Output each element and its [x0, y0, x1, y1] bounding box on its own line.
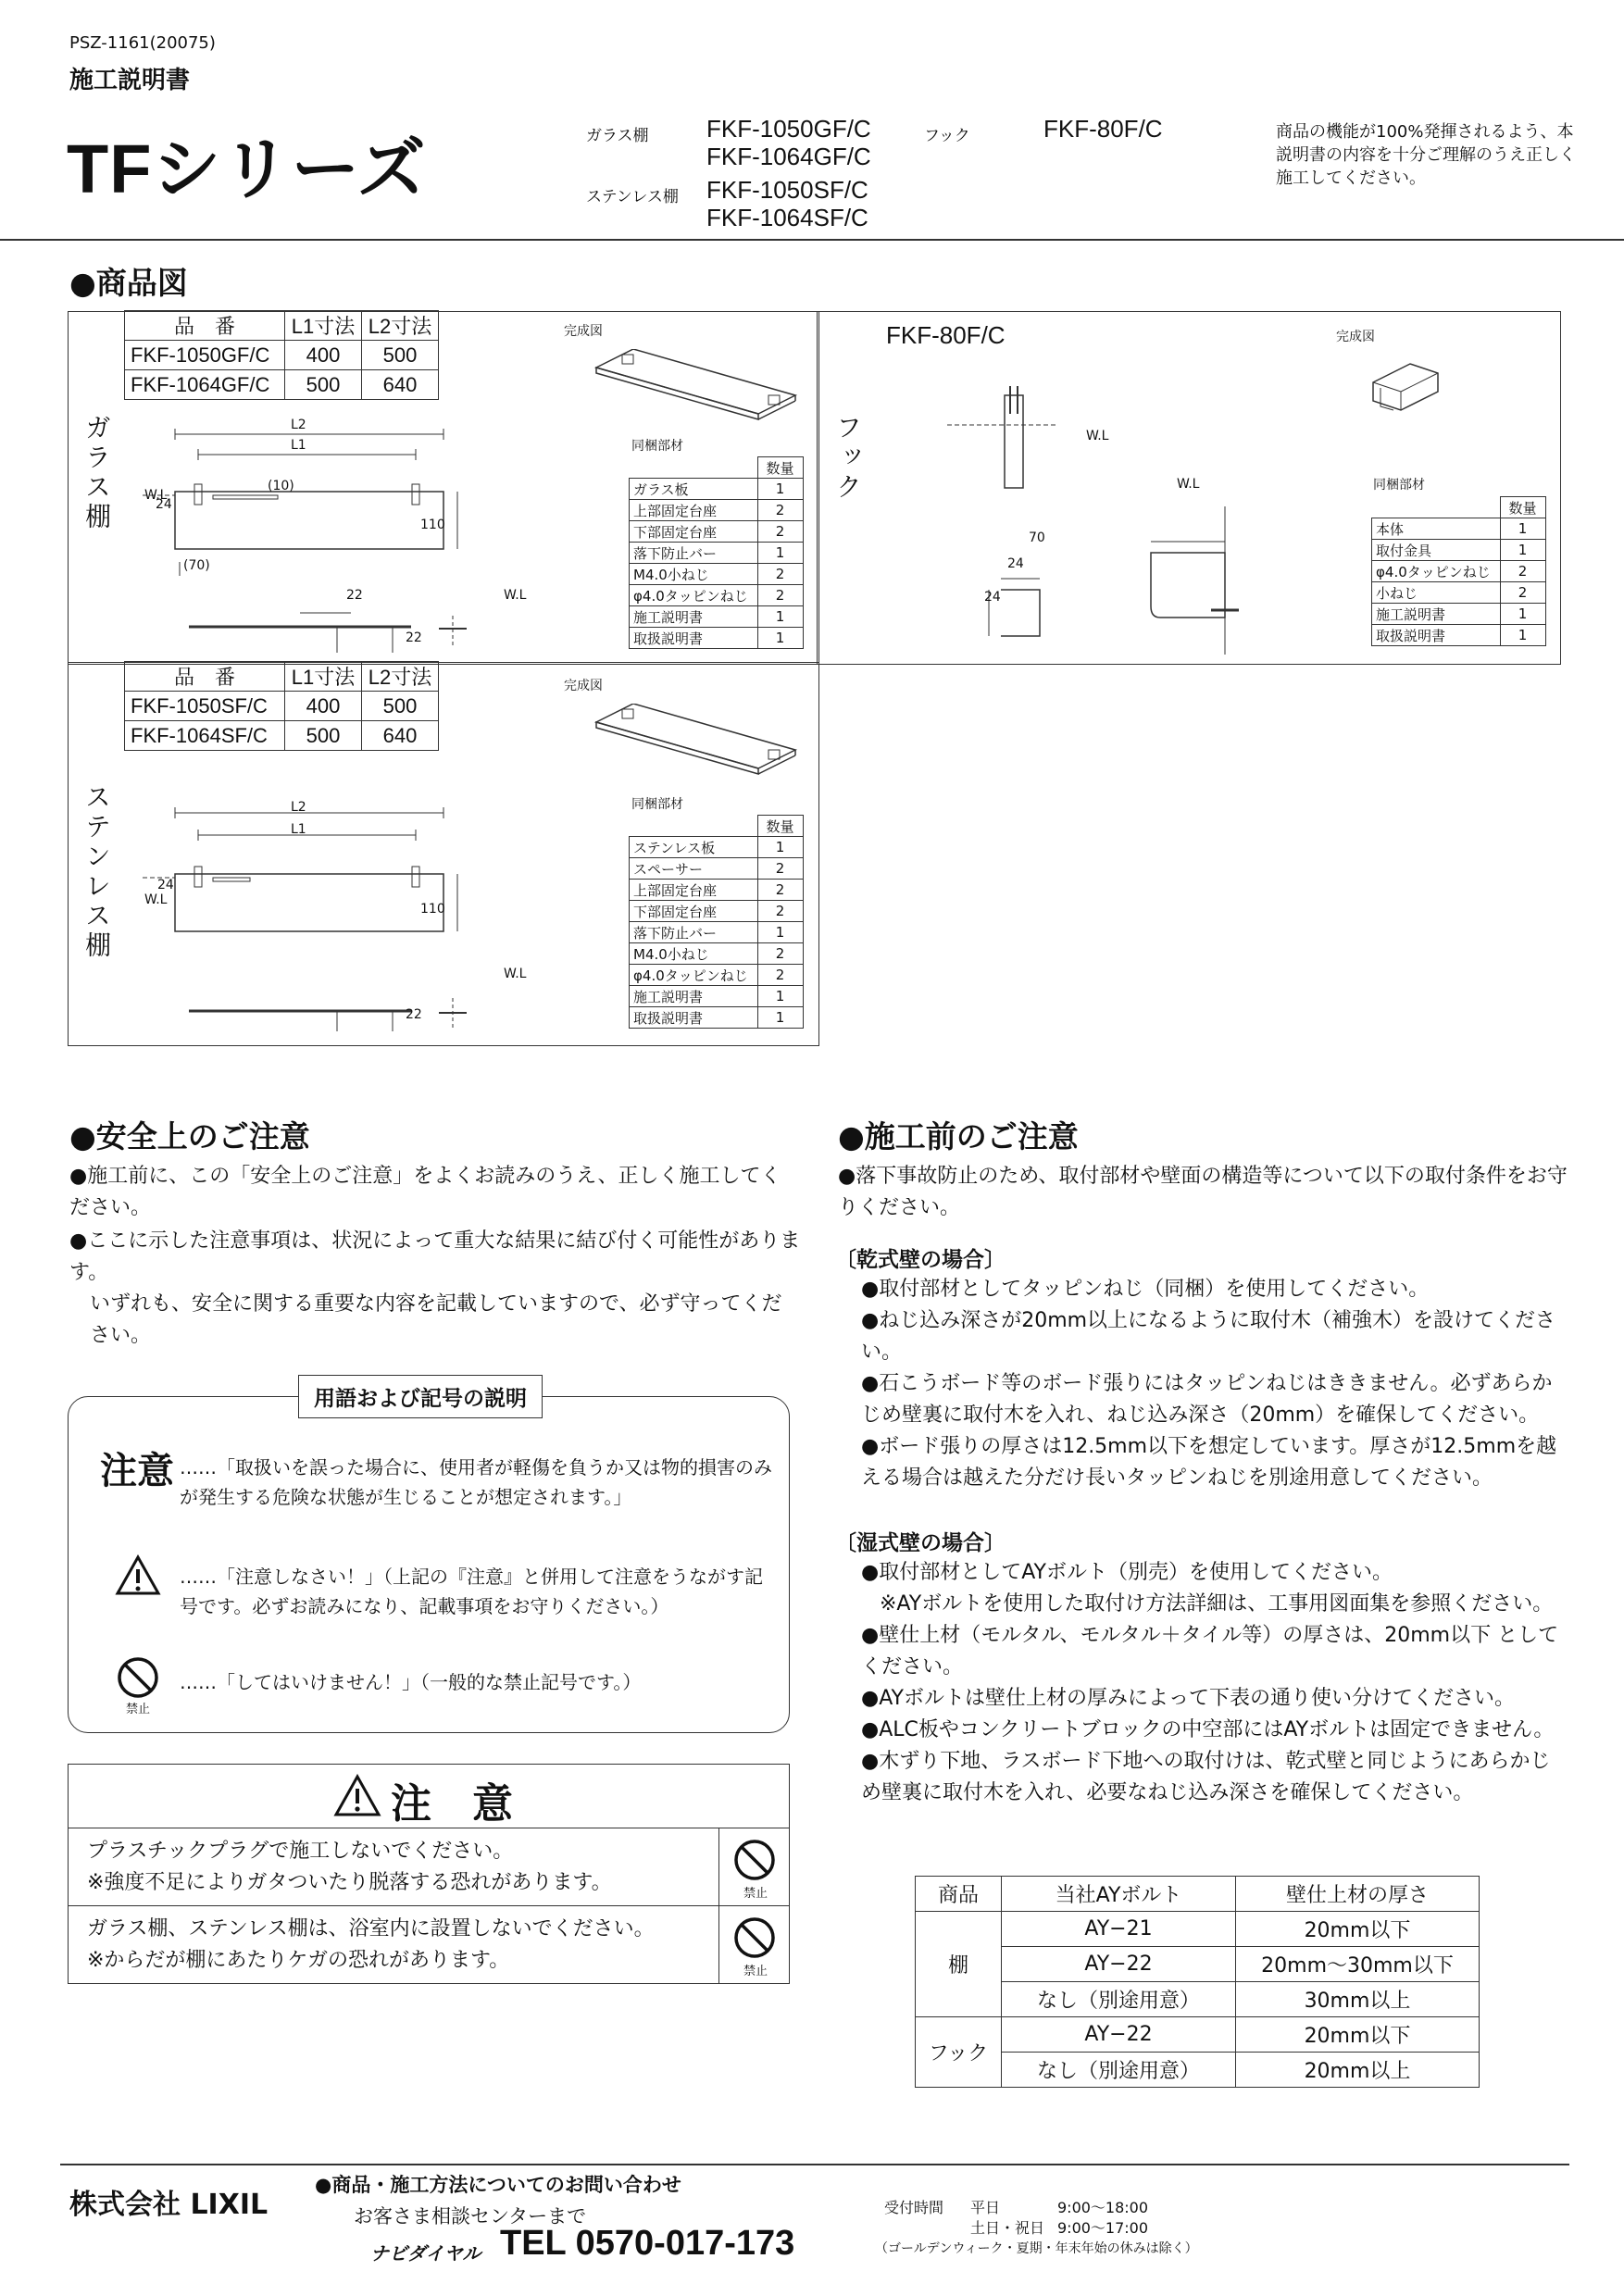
complete-label: 完成図 — [564, 679, 603, 693]
ay-cell: 30mm以上 — [1236, 1982, 1480, 2017]
weekend-label: 土日・祝日 — [970, 2219, 1045, 2237]
stainless-model-1: FKF-1050SF/C — [706, 176, 868, 204]
spec-header-l2: L2寸法 — [362, 311, 439, 341]
parts-row — [1372, 518, 1546, 540]
stainless-shelf-label: ステンレス棚 — [586, 188, 679, 206]
part-name: ステンレス板 — [630, 837, 758, 858]
part-qty: 2 — [1500, 561, 1545, 582]
dim-110: 110 — [420, 518, 445, 532]
dry-wall-list — [861, 1274, 1567, 1494]
caution-icon-cell — [718, 1905, 790, 1983]
caution-item-note: ※からだが棚にあたりケガの恐れがあります。 — [87, 1949, 510, 1972]
holiday-note: （ゴールデンウィーク・夏期・年末年始の休みは除く） — [875, 2241, 1198, 2256]
wet-item: ●取付部材としてAYボルト（別売）を使用してください。 — [861, 1561, 1393, 1584]
parts-row — [630, 500, 804, 521]
dim-22-top: 22 — [346, 588, 363, 603]
parts-row — [630, 965, 804, 986]
spec-cell: 500 — [362, 692, 439, 721]
dry-item: ●ねじ込み深さが20mm以上になるように取付木（補強木）を設けてください。 — [861, 1309, 1556, 1364]
ay-cell: AY−22 — [1002, 1947, 1236, 1982]
ay-product-shelf: 棚 — [916, 1912, 1002, 2017]
part-name: 本体 — [1372, 518, 1501, 540]
legend-box — [68, 1387, 790, 1733]
parts-row — [630, 880, 804, 901]
ay-cell: 20mm以下 — [1236, 2017, 1480, 2053]
part-qty: 1 — [757, 479, 803, 500]
glass-shelf-dimension-drawing — [124, 414, 513, 664]
spec-header-model: 品 番 — [125, 662, 285, 692]
part-qty: 1 — [757, 837, 803, 858]
parts-row — [630, 606, 804, 628]
dim-l2: L2 — [291, 418, 306, 432]
parts-row — [630, 1007, 804, 1029]
parts-row — [1372, 625, 1546, 646]
warning-triangle-icon — [333, 1774, 381, 1818]
parts-title: 同梱部材 — [631, 797, 683, 812]
weekday-label: 平日 — [970, 2199, 1001, 2216]
glass-model-2: FKF-1064GF/C — [706, 143, 871, 170]
prohibit-label: 禁止 — [126, 1703, 151, 1716]
dim-wl-side: W.L — [504, 967, 527, 981]
part-name: ガラス板 — [630, 479, 758, 500]
parts-row — [630, 585, 804, 606]
spec-cell: 640 — [362, 370, 439, 400]
part-name: 施工説明書 — [1372, 604, 1501, 625]
dim-wl-side: W.L — [504, 588, 527, 603]
hook-side-label: フック — [832, 414, 863, 503]
products-heading: ●商品図 — [69, 265, 188, 301]
parts-row — [630, 858, 804, 880]
dim-l2: L2 — [291, 800, 306, 815]
glass-shelf-panel — [68, 311, 819, 665]
hook-isometric-drawing — [1355, 345, 1456, 438]
part-qty: 2 — [757, 965, 803, 986]
company-name: 株式会社 LIXIL — [69, 2189, 269, 2221]
dim-70: (70) — [183, 558, 210, 573]
parts-row — [1372, 604, 1546, 625]
document-number: PSZ-1161(20075) — [69, 33, 216, 53]
part-qty: 1 — [757, 922, 803, 943]
part-name: M4.0小ねじ — [630, 943, 758, 965]
part-qty: 1 — [757, 628, 803, 649]
dim-22: 22 — [406, 1007, 422, 1022]
prohibit-icon — [117, 1656, 159, 1699]
part-name: φ4.0タッピンねじ — [1372, 561, 1501, 582]
ay-cell: なし（別途用意） — [1002, 2053, 1236, 2088]
parts-row — [630, 521, 804, 543]
hook-parts-table — [1371, 496, 1546, 646]
caution-icon-cell — [718, 1828, 790, 1905]
part-name: 小ねじ — [1372, 582, 1501, 604]
consultation-center: お客さま相談センターまで — [354, 2205, 587, 2227]
safety-paragraph-2: ●ここに示した注意事項は、状況によって重大な結果に結び付く可能性があります。 — [69, 1229, 801, 1284]
parts-row — [630, 943, 804, 965]
part-name: φ4.0タッピンねじ — [630, 585, 758, 606]
dim-24-side: 24 — [984, 590, 1001, 605]
prohibit-label: 禁止 — [743, 1887, 768, 1901]
part-name: 取付金具 — [1372, 540, 1501, 561]
caution-item — [69, 1828, 789, 1906]
part-qty: 1 — [1500, 604, 1545, 625]
weekend-hours: 9:00〜17:00 — [1057, 2219, 1149, 2237]
spec-cell: 400 — [285, 341, 362, 370]
stainless-spec-table — [124, 661, 439, 751]
prohibit-description: ……「してはいけません！」（一般的な禁止記号です。） — [180, 1671, 642, 1693]
qty-header: 数量 — [1500, 497, 1545, 518]
ay-cell: 20mm以上 — [1236, 2053, 1480, 2088]
hook-dimension-drawing — [892, 368, 1280, 655]
spec-cell: 500 — [285, 721, 362, 751]
prohibit-icon — [733, 1839, 776, 1881]
dry-item: ●取付部材としてタッピンねじ（同梱）を使用してください。 — [861, 1278, 1430, 1301]
warning-triangle-icon — [115, 1554, 161, 1597]
part-qty: 2 — [757, 858, 803, 880]
safety-paragraph-1: ●施工前に、この「安全上のご注意」をよくお読みのうえ、正しく施工してください。 — [69, 1165, 781, 1219]
caution-item-line: プラスチックプラグで施工しないでください。 — [87, 1840, 514, 1863]
ay-header: 壁仕上材の厚さ — [1236, 1877, 1480, 1912]
ay-cell: なし（別途用意） — [1002, 1982, 1236, 2017]
parts-row — [1372, 582, 1546, 604]
part-qty: 2 — [757, 585, 803, 606]
part-qty: 1 — [757, 543, 803, 564]
hook-label: フック — [924, 127, 970, 145]
spec-cell: FKF-1050SF/C — [125, 692, 285, 721]
hours-label: 受付時間 — [884, 2199, 944, 2216]
ay-bolt-table — [915, 1876, 1480, 2088]
parts-row — [630, 986, 804, 1007]
parts-row — [1372, 540, 1546, 561]
part-name: 上部固定台座 — [630, 500, 758, 521]
part-name: 取扱説明書 — [630, 1007, 758, 1029]
dim-10: (10) — [268, 479, 294, 493]
parts-row — [630, 543, 804, 564]
part-name: M4.0小ねじ — [630, 564, 758, 585]
stainless-shelf-dimension-drawing — [124, 792, 513, 1042]
part-qty: 1 — [1500, 625, 1545, 646]
parts-row — [630, 837, 804, 858]
inquiry-label: ●商品・施工方法についてのお問い合わせ — [315, 2174, 681, 2196]
shelf-isometric-drawing — [587, 704, 809, 778]
part-qty: 2 — [757, 943, 803, 965]
spec-header-l1: L1寸法 — [285, 662, 362, 692]
pre-install-intro: ●落下事故防止のため、取付部材や壁面の構造等について以下の取付条件をお守りください。 — [838, 1165, 1568, 1219]
caution-item-note: ※強度不足によりガタついたり脱落する恐れがあります。 — [87, 1871, 612, 1894]
part-qty: 1 — [757, 986, 803, 1007]
wet-note: ※AYボルトを使用した取付け方法詳細は、工事用図面集を参照ください。 — [880, 1592, 1554, 1616]
stainless-parts-table — [629, 815, 804, 1029]
spec-header-l1: L1寸法 — [285, 311, 362, 341]
hook-model-label: FKF-80F/C — [886, 321, 1006, 349]
dim-wl-side: W.L — [1177, 477, 1200, 492]
part-qty: 1 — [1500, 540, 1545, 561]
part-qty: 1 — [757, 1007, 803, 1029]
part-qty: 2 — [757, 564, 803, 585]
glass-shelf-label: ガラス棚 — [586, 127, 649, 145]
parts-row — [630, 922, 804, 943]
wet-item: ●壁仕上材（モルタル、モルタル＋タイル等）の厚さは、20mm以下 としてください。 — [861, 1624, 1559, 1678]
weekday-hours: 9:00〜18:00 — [1057, 2199, 1149, 2216]
part-name: 上部固定台座 — [630, 880, 758, 901]
part-qty: 2 — [757, 500, 803, 521]
ay-cell: 20mm以下 — [1236, 1912, 1480, 1947]
parts-row — [630, 628, 804, 649]
parts-row — [630, 479, 804, 500]
part-name: 落下防止バー — [630, 543, 758, 564]
caution-box-header — [69, 1765, 789, 1828]
qty-header: 数量 — [757, 457, 803, 479]
dim-24-top: 24 — [1007, 556, 1024, 571]
parts-row — [630, 901, 804, 922]
stainless-shelf-panel — [68, 662, 819, 1046]
dim-110: 110 — [420, 902, 445, 917]
part-name: 施工説明書 — [630, 986, 758, 1007]
wet-item: ●木ずり下地、ラスボード下地への取付けは、乾式壁と同じようにあらかじめ壁裏に取付木を入れ、必要なねじ込み深さを確保してください。 — [861, 1750, 1551, 1804]
ay-cell: AY−21 — [1002, 1912, 1236, 1947]
caution-box — [68, 1764, 790, 1984]
dry-item: ●石こうボード等のボード張りにはタッピンねじはききません。必ずあらかじめ壁裏に取付木を入れ、ねじ込み深さ（20mm）を確保してください。 — [861, 1372, 1553, 1427]
wet-item: ●AYボルトは壁仕上材の厚みによって下表の通り使い分けてください。 — [861, 1687, 1515, 1710]
glass-parts-table — [629, 456, 804, 649]
caution-item — [69, 1905, 789, 1983]
ay-product-hook: フック — [916, 2017, 1002, 2088]
dim-wl: W.L — [1086, 429, 1109, 443]
caution-word: 注意 — [100, 1450, 174, 1492]
safety-paragraph-3: いずれも、安全に関する重要な内容を記載していますので、必ず守ってください。 — [90, 1292, 782, 1347]
part-name: 取扱説明書 — [630, 628, 758, 649]
hook-model: FKF-80F/C — [1043, 115, 1163, 143]
dim-70: 70 — [1029, 530, 1045, 545]
part-name: φ4.0タッピンねじ — [630, 965, 758, 986]
caution-description: ……「取扱いを誤った場合に、使用者が軽傷を負うか又は物的損害のみが発生する危険な状態が生じることが想定されます。」 — [180, 1456, 772, 1508]
spec-cell: 400 — [285, 692, 362, 721]
wet-wall-list — [861, 1557, 1567, 1809]
intro-text: 商品の機能が100%発揮されるよう、本説明書の内容を十分ご理解のうえ正しく施工してください。 — [1276, 122, 1576, 188]
safety-heading: ●安全上のご注意 — [69, 1118, 310, 1154]
prohibit-icon — [733, 1916, 776, 1959]
dim-24: 24 — [156, 497, 172, 512]
spec-cell: FKF-1064GF/C — [125, 370, 285, 400]
part-name: 落下防止バー — [630, 922, 758, 943]
part-name: スペーサー — [630, 858, 758, 880]
glass-spec-table — [124, 310, 439, 400]
glass-model-1: FKF-1050GF/C — [706, 115, 871, 143]
dim-l1: L1 — [291, 438, 306, 453]
navi-dial-label: ナビダイヤル — [370, 2242, 481, 2265]
complete-label: 完成図 — [1336, 330, 1375, 344]
document-type: 施工説明書 — [69, 67, 191, 94]
header-rule — [0, 239, 1624, 241]
ay-header: 商品 — [916, 1877, 1002, 1912]
series-title: TFシリーズ — [67, 131, 427, 207]
spec-cell: 500 — [362, 341, 439, 370]
part-qty: 1 — [1500, 518, 1545, 540]
spec-cell: FKF-1050GF/C — [125, 341, 285, 370]
spec-cell: 640 — [362, 721, 439, 751]
caution-box-title: 注 意 — [391, 1780, 513, 1828]
caution-item-line: ガラス棚、ステンレス棚は、浴室内に設置しないでください。 — [87, 1917, 655, 1940]
spec-cell: FKF-1064SF/C — [125, 721, 285, 751]
part-qty: 2 — [757, 521, 803, 543]
part-name: 下部固定台座 — [630, 901, 758, 922]
part-name: 下部固定台座 — [630, 521, 758, 543]
spec-cell: 500 — [285, 370, 362, 400]
pre-install-heading: ●施工前のご注意 — [838, 1118, 1079, 1154]
ay-header: 当社AYボルト — [1002, 1877, 1236, 1912]
parts-title: 同梱部材 — [1373, 478, 1425, 493]
spec-header-model: 品 番 — [125, 311, 285, 341]
stainless-model-2: FKF-1064SF/C — [706, 204, 868, 231]
prohibit-label: 禁止 — [743, 1965, 768, 1978]
dim-wl: W.L — [144, 488, 168, 503]
part-name: 施工説明書 — [630, 606, 758, 628]
qty-header: 数量 — [757, 816, 803, 837]
dim-22-side: 22 — [406, 630, 422, 645]
part-name: 取扱説明書 — [1372, 625, 1501, 646]
part-qty: 2 — [1500, 582, 1545, 604]
complete-label: 完成図 — [564, 324, 603, 339]
hook-panel — [817, 311, 1561, 665]
stainless-side-label: ステンレス棚 — [81, 783, 112, 961]
parts-row — [1372, 561, 1546, 582]
dry-wall-heading: 〔乾式壁の場合〕 — [835, 1248, 1006, 1272]
part-qty: 1 — [757, 606, 803, 628]
glass-side-label: ガラス棚 — [81, 414, 112, 532]
spec-header-l2: L2寸法 — [362, 662, 439, 692]
shelf-isometric-drawing — [587, 349, 809, 423]
dry-item: ●ボード張りの厚さは12.5mm以下を想定しています。厚さが12.5mmを越える場合は越えた分だけ長いタッピンねじを別途用意してください。 — [861, 1435, 1557, 1490]
ay-cell: 20mm〜30mm以下 — [1236, 1947, 1480, 1982]
wet-wall-heading: 〔湿式壁の場合〕 — [835, 1531, 1006, 1555]
phone-number[interactable]: TEL 0570-017-173 — [500, 2224, 795, 2263]
footer-rule — [60, 2164, 1569, 2165]
warning-description: ……「注意しなさい！」（上記の『注意』と併用して注意をうながす記号です。必ずお読みになり、記載事項をお守りください。） — [180, 1566, 763, 1617]
dim-24: 24 — [157, 878, 174, 892]
dim-l1: L1 — [291, 822, 306, 837]
dim-wl: W.L — [144, 892, 168, 907]
ay-cell: AY−22 — [1002, 2017, 1236, 2053]
parts-title: 同梱部材 — [631, 439, 683, 454]
wet-item: ●ALC板やコンクリートブロックの中空部にはAYボルトは固定できません。 — [861, 1718, 1555, 1741]
part-qty: 2 — [757, 901, 803, 922]
parts-row — [630, 564, 804, 585]
legend-title: 用語および記号の説明 — [298, 1375, 543, 1418]
part-qty: 2 — [757, 880, 803, 901]
